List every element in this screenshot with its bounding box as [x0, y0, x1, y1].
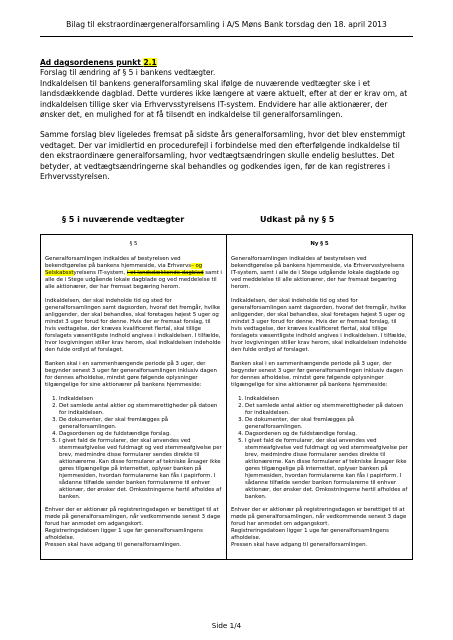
agenda-heading-prefix: Ad dagsordenens punkt: [40, 58, 144, 67]
proposed-list-item: 4. Dagsordenen og de fuldstændige forslag.: [245, 431, 408, 438]
comparison-row: [41, 235, 413, 560]
proposed-paragraph-3: Banken skal i en sammenhængende periode på 3 uger, der begynder senest 3 uger før generalforsamlingen inklusiv dagen for dennes afholdelse, mindst gøre følgende oplysninger tilgængelige for sine aktionærer på bankens hjemmeside:: [231, 361, 403, 388]
current-list: [45, 396, 222, 501]
current-p6-text: Pressen skal have adgang til generalforsamlingen.: [45, 542, 182, 548]
current-p1-highlight: – og Selskabsst: [45, 263, 203, 276]
header-rule: [40, 36, 413, 37]
current-p1-struck-text: i et landsdækkende dagblad: [126, 270, 204, 276]
current-paragraph-1: [45, 256, 222, 291]
proposed-paragraph-2: Indkaldelsen, der skal indeholde tid og sted for generalforsamlingen samt dagsorden, hvoraf det fremgår, hvilke anliggender, der skal behandles, skal foretages højest 5 uger og mindst 3 uger forud for denne. Hvis der er fremsat forslag, til hvis vedtagelse, der kræves kvalificeret flertal, skal tillige forslagets væsentligste indhold angives i indkaldelsen. I tilfælde, hvor lovgivningen stiller krav herom, skal indkaldelsen indeholde den fulde ordlyd af forslaget.: [231, 298, 407, 353]
current-paragraph-2: Indkaldelsen, der skal indeholde tid og sted for generalforsamlingen samt dagsorden, hvoraf det fremgår, hvilke anliggender, der skal behandles, skal foretages højest 5 uger og mindst 3 uger forud for denne. Hvis der er fremsat forslag, til hvis vedtagelse, der kræves kvalificeret flertal, skal tillige forslagets væsentligste indhold angives i indkaldelsen. I tilfælde, hvor lovgivningen stiller krav herom, skal indkaldelsen indeholde den fulde ordlyd af forslaget.: [45, 298, 221, 353]
agenda-item-number: 2.1: [143, 58, 157, 67]
proposed-list: [231, 396, 408, 501]
proposal-lead: Forslag til ændring af § 5 i bankens vedtægter.: [40, 68, 216, 78]
current-paragraph-3: Banken skal i en sammenhængende periode på 3 uger, der begynder senest 3 uger før generalforsamlingen inklusiv dagen for dennes afholdelse, mindst gøre følgende oplysninger tilgængelige for sine aktionærer på bankens hjemmeside:: [45, 361, 217, 388]
proposed-list-item: 1. Indkaldelsen: [245, 396, 408, 403]
proposed-paragraph-4: [231, 507, 408, 549]
intro-paragraph-1: [40, 68, 413, 120]
proposed-p5-text: Registreringsdatoen ligger 1 uge før generalforsamlingens afholdelse.: [231, 528, 389, 541]
proposed-p6-text: Pressen skal have adgang til generalforsamlingen.: [231, 542, 368, 548]
current-list-item: 3. De dokumenter, der skal fremlægges på generalforsamlingen.: [59, 417, 222, 431]
intro-paragraph-2: Samme forslag blev ligeledes fremsat på sidste års generalforsamling, hvor det blev enstemmigt vedtaget. Der var imidlertid en procedurefejl i forbindelse med den efterfølgende indkaldelse til den ekstraordinære generalforsamling, hvor vedtægtsændringen skulle endelig besluttes. Det betyder, at vedtægtsændringerne skal behandles og godkendes igen, før de kan registreres i Erhvervsstyrelsen.: [40, 130, 406, 182]
current-list-item: 2. Det samlede antal aktier og stemmerettigheder på datoen for indkaldelsen.: [59, 403, 222, 417]
proposed-paragraph-1: Generalforsamlingen indkaldes af bestyrelsen ved bekendtgørelse på bankens hjemmeside, via Erhvervsstyrelsens IT-system, samt i alle de i Stege udgående lokale dagblade og ved meddelelse til alle aktionærer, der har fremsat begæring herom.: [231, 256, 405, 290]
proposed-section-title: Ny § 5: [310, 241, 329, 247]
proposed-articles-cell: [227, 235, 413, 560]
agenda-heading: [40, 58, 413, 68]
current-list-item: 4. Dagsordenen og de fuldstændige forslag.: [59, 431, 222, 438]
page-header: Bilag til ekstraordinærgeneralforsamling i A/S Møns Bank torsdag den 18. april 2013: [66, 20, 387, 29]
right-column-title: Udkast på ny § 5: [260, 215, 335, 224]
proposal-body: Indkaldelsen til bankens generalforsamling skal ifølge de nuværende vedtægter ske i et landsdækkende dagblad. Dette vurderes ikke længere at være aktuelt, efter at der er krav om, at indkaldelsen tillige sker via Erhvervsstyrelsens IT-system. Endvidere har alle aktionærer, der ønsker det, en mulighed for at få tilsendt en indkaldelse til generalforsamlingen.: [40, 78, 408, 120]
current-p1-text-a: Generalforsamlingen indkaldes af bestyrelsen ved bekendtgørelse på bankens hjemmeside, via Erhvervs: [45, 256, 192, 269]
current-articles-cell: [41, 235, 227, 560]
proposed-p4-text: Enhver der er aktionær på registreringsdagen er berettiget til at møde på generalforsamlingen, når vedkommende senest 3 dage forud har anmodet om adgangskort.: [231, 507, 407, 527]
current-p5-text: Registreringsdatoen ligger 1 uge før generalforsamlingens afholdelse.: [45, 528, 203, 541]
current-p1-text-c: samt i alle de i Stege udgående lokale dagblade og ved meddelelse til alle aktionærer, der har fremsat begæring herom.: [45, 270, 222, 290]
proposed-list-item: 2. Det samlede antal aktier og stemmerettigheder på datoen for indkaldelsen.: [245, 403, 408, 417]
current-paragraph-4: [45, 507, 222, 549]
current-list-item: 1. Indkaldelsen: [59, 396, 222, 403]
left-column-title: § 5 i nuværende vedtægter: [62, 215, 185, 224]
current-section-title: § 5: [129, 241, 138, 247]
current-list-item: 5. I givet fald de formularer, der skal anvendes ved stemmeafgivelse ved fuldmagt og ved stemmeafgivelse per brev, medmindre disse formularer sendes direkte til aktionærerne. Kan disse formularer af tekniske årsager ikke gøres tilgængelige på internettet, oplyser banken på hjemmesiden, hvordan formularerne kan fås i papirform. I sådanne tilfælde sender banken formularerne til enhver aktionær, der ønsker det. Omkostningerne hertil afholdes af banken.: [59, 438, 222, 501]
comparison-table: [40, 234, 413, 560]
intro-section: [40, 58, 413, 192]
proposed-list-item: 5. I givet fald de formularer, der skal anvendes ved stemmeafgivelse ved fuldmagt og ved stemmeafgivelse per brev, medmindre disse formularer sendes direkte til aktionærerne. Kan disse formularer af tekniske årsager ikke gøres tilgængelige på internettet, oplyser banken på hjemmesiden, hvordan formularerne kan fås i papirform. I sådanne tilfælde sender banken formularerne til enhver aktionær, der ønsker det. Omkostningerne hertil afholdes af banken.: [245, 438, 408, 501]
proposed-list-item: 3. De dokumenter, der skal fremlægges på generalforsamlingen.: [245, 417, 408, 431]
current-p1-text-b: yrelsens IT-system,: [73, 270, 127, 276]
current-p4-text: Enhver der er aktionær på registreringsdagen er berettiget til at møde på generalforsamlingen, når vedkommende senest 3 dage forud har anmodet om adgangskort.: [45, 507, 221, 527]
page-number: Side 1/4: [211, 621, 242, 630]
